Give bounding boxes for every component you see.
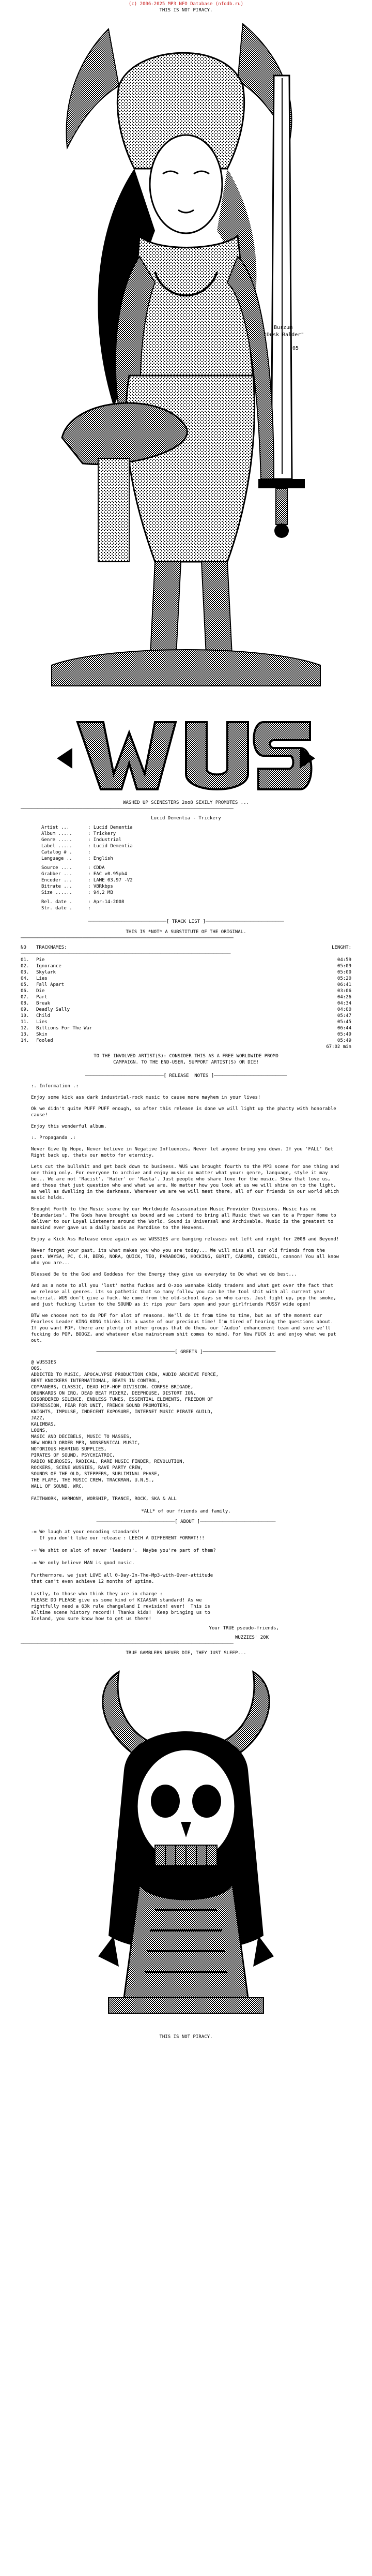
release-notes-header: ────────────────────────────[ RELEASE NOTES ]────────────────────────── (85, 1073, 287, 1079)
about-line: -= We shit on alot of never 'leaders'. Maybe you're part of them? (31, 1548, 216, 1553)
art-caption-name: Burzum (274, 325, 293, 331)
greets-line: JAZZ, (31, 1416, 45, 1421)
info-key: Catalog # . (41, 850, 72, 855)
release-info (41, 825, 351, 911)
track-row (21, 976, 351, 982)
propaganda-paragraph: And as a note to all you 'lost' moths fuckos and O-zoo wannabe kiddy traders and what get over the fact that we release all genres. its so pathetic that so many follow you can be the tool shit with all current year material. WUS don't give a fuck. We come from the old-school days so who cares. Just fight up, pop the smoke, and just fucking listen to the SOUND as it rips your Ears open and your girlfriends PUSSY wide open! (31, 1283, 339, 1307)
track-length: 04:34 (337, 1001, 351, 1006)
track-number: 02. (21, 964, 29, 969)
about-line: Lastly, to those who think they are in charge : (31, 1592, 163, 1597)
release-notes-title: RELEASE NOTES (169, 1073, 209, 1079)
art-caption-title: "Dusk Balder" (264, 332, 304, 338)
greets-line: ADDICTED TO MUSIC, APOCALYPSE PRODUCTION CREW, AUDIO ARCHIVE FORCE, (31, 1372, 219, 1377)
greets-line: PIRATES OF SOUND, PSYCHIATRIC, (31, 1453, 115, 1458)
track-number: 13. (21, 1032, 29, 1037)
track-number: 08. (21, 1001, 29, 1006)
page-header (0, 0, 372, 13)
info-key: Grabber ... (41, 872, 72, 877)
about-line: alltime scene history record!! Thanks kids! Keep bringing us to (31, 1610, 210, 1615)
about-signature: Your TRUE pseudo-friends, (209, 1626, 279, 1631)
intro-promo-line: WASHED UP SCENESTERS 2oo8 SEXILY PROMOTES ... (123, 800, 249, 805)
greets-line: OOS, (31, 1366, 42, 1371)
intro-release-line: Lucid Dementia - Trickery (151, 816, 221, 821)
about-line: Furthermore, we just LOVE all 0-Day-In-The-Mp3-with-Over-attitude (31, 1573, 213, 1578)
track-length: 03:06 (337, 989, 351, 994)
info-key: Album ..... (41, 831, 72, 836)
footer-motto: TRUE GAMBLERS NEVER DIE, THEY JUST SLEEP... (126, 1651, 246, 1656)
info-row (41, 856, 351, 862)
about-header: ────────────────────────────[ ABOUT ]─────────────────────────── (96, 1519, 276, 1524)
tracklist-title: TRACK LIST (172, 919, 200, 924)
greets-line: @ WUSSIES (31, 1360, 56, 1365)
support-line-2: CAMPAIGN. TO THE END-USER, SUPPORT ARTIST(S) OR DIE! (113, 1060, 259, 1065)
column-track: TRACKNAMES: (36, 945, 67, 950)
info-value: : (88, 906, 91, 911)
about-title: ABOUT (180, 1519, 195, 1524)
art-caption-year: '05 (289, 346, 299, 351)
info-paragraph: Enjoy this wonderful album. (31, 1124, 107, 1129)
track-length: 05:49 (337, 1032, 351, 1037)
track-length: 05:49 (337, 1038, 351, 1043)
tracklist: NO TRACKNAMES: LENGHT: ─────────────────────────────────────────────────────────────────────────── 01. Pie 04:59 02. Ignorance 05:09 03. Skylark 05:00 04. Lies 05:20 05. Fall Apart 06:41 06. Die 03:06 07. Part 04:26 08. Break 04:34 09. Deadly Sally 04:00 10. Child 05:47 11. Lies 05:45 12. Billions For The War 06:44 13. Skin 05:49 14. Fooled 05:49 67:02 min (21, 945, 351, 1050)
track-title: Part (36, 995, 48, 1000)
greets-line: KNIGHTS, IMPULSE, INDECENT EXPOSURE, INTERNET MUSIC PIRATE GUILD, (31, 1410, 213, 1415)
about-line: -= We laugh at your encoding standards! (31, 1530, 141, 1535)
info-row (41, 890, 351, 896)
greets-line: KALIMBAS, (31, 1422, 56, 1427)
info-row (41, 883, 351, 890)
track-length: 05:20 (337, 976, 351, 981)
track-title: Child (36, 1013, 51, 1019)
info-value: : VBRkbps (88, 884, 113, 889)
info-key: Str. date . (41, 906, 72, 911)
track-row (21, 1038, 351, 1044)
copyright-notice: (c) 2006-2025 MP3 NFO Database (nfodb.ru) (128, 2, 244, 7)
track-title: Break (36, 1001, 51, 1006)
track-length: 06:41 (337, 982, 351, 987)
track-length: 04:00 (337, 1007, 351, 1012)
track-row (21, 1031, 351, 1038)
greets-line: ROCKERS, SCENE WUSSIES, RAVE PARTY CREW, (31, 1465, 143, 1471)
greets-line (31, 1502, 341, 1508)
track-number: 01. (21, 957, 29, 963)
track-number: 11. (21, 1020, 29, 1025)
track-row (21, 1025, 351, 1031)
greets-line: NEW WORLD ORDER MP3, NONSENSICAL MUSIC, (31, 1441, 141, 1446)
track-title: Fooled (36, 1038, 53, 1043)
greets-list (31, 1359, 341, 1515)
info-value: : (88, 850, 91, 855)
track-title: Ignorance (36, 964, 61, 969)
info-value: : Trickery (88, 831, 116, 836)
info-heading: :. Information .: (31, 1084, 79, 1089)
about-line (31, 1566, 341, 1572)
info-key: Bitrate ... (41, 884, 72, 889)
track-number: 05. (21, 982, 29, 987)
track-title: Lies (36, 1020, 48, 1025)
info-row (41, 899, 351, 905)
about-line: that can't even achieve 12 months of uptime. (31, 1579, 154, 1584)
track-length: 05:09 (337, 964, 351, 969)
track-length: 04:26 (337, 995, 351, 1000)
greets-header: ────────────────────────────[ GREETS ]────────────────────────── (96, 1350, 276, 1355)
info-row (41, 865, 351, 871)
tracklist-notice: THIS IS *NOT* A SUBSTITUTE OF THE ORIGINAL. (126, 930, 246, 935)
propaganda-paragraph: Never Give Up Hope, Never believe in Negative Influences, Never let anyone bring you down. If you 'FALL' Get Right back up, thats our motto for eternity. (31, 1147, 336, 1158)
propaganda-paragraph: Never forget your past, its what makes you who you are today... We will miss all our old friends from the past. WAYSA, PC, C.H, BERG, NORA, QUICK, TEO, PARABOING, HOCKING, GURIT, CAROMB, CONSOIL, cannon! You all know who you are... (31, 1248, 342, 1266)
info-row (41, 849, 351, 856)
about-line: PLEASE DO PLEASE give us some kind of KIAASAR standard! As we (31, 1598, 202, 1603)
tracklist-columns (21, 945, 351, 951)
track-length: 05:47 (337, 1013, 351, 1019)
track-title: Fall Apart (36, 982, 65, 987)
about-line: -= We only believe MAN is good music. (31, 1561, 135, 1566)
info-key: Rel. date . (41, 900, 72, 905)
track-row (21, 982, 351, 988)
track-number: 14. (21, 1038, 29, 1043)
info-row (41, 871, 351, 877)
info-value: : Apr-14-2008 (88, 900, 125, 905)
track-title: Die (36, 989, 45, 994)
info-paragraph: Ok we didn't quite PUFF PUFF enough, so after this release is done we will light up the phatty with honorable cause! (31, 1106, 339, 1118)
info-paragraph: Enjoy some kick ass dark industrial-rock music to cause more mayhem in your lives! (31, 1095, 261, 1100)
propaganda-paragraph: Blessed Be to the God and Goddess for the Energy they give us everyday to Do what we do best... (31, 1272, 297, 1277)
warrior-illustration (31, 13, 341, 712)
footer-not-piracy: THIS IS NOT PIRACY. (159, 2034, 213, 2040)
greets-line: NOTORIOUS HEARING SUPPLIES, (31, 1447, 107, 1452)
info-key: Size ...... (41, 890, 72, 895)
propaganda-paragraph: Enjoy a Kick Ass Release once again as we WUSSIES are banging releases out left and right for 2008 and Beyond! (31, 1237, 339, 1242)
info-key: Language .. (41, 856, 72, 861)
greets-line: SOUNDS OF THE OLD, STEPPERS, SUBLIMINAL PHASE, (31, 1472, 160, 1477)
skull-illustration (78, 1667, 295, 2029)
propaganda-paragraph: BTW we choose not to do PDF for alot of reasons. We'll do it from time to time, but as of the moment our Fearless Leader KING KONG thinks its a waste of our precious time! I'm tired of hearing the questions about. If you want PDF, there are plenty of other groups that do them, our 'Audio' enhancement team and sure we'll fucking do POP, BOOGZ, and whatever else mainstream shit comes to mind. For Now FUCK it and enjoy what we put out. (31, 1313, 339, 1343)
column-no: NO (21, 945, 26, 950)
greets-line: BEST KNOCKERS INTERNATIONAL, BEATS IN CONTROL, (31, 1379, 160, 1384)
track-number: 04. (21, 976, 29, 981)
about-section (31, 1529, 341, 1641)
track-length: 06:44 (337, 1026, 351, 1031)
about-line: If you don't like our release : LEECH A DIFFERENT FORMAT!!! (31, 1536, 205, 1541)
info-value: : Industrial (88, 837, 122, 843)
track-length: 05:00 (337, 970, 351, 975)
info-value: : LAME 03.97 -V2 (88, 878, 133, 883)
info-row (41, 843, 351, 849)
track-row (21, 988, 351, 994)
tracklist-total-row (21, 1044, 351, 1050)
track-title: Billions For The War (36, 1026, 92, 1031)
propaganda-paragraph: Lets cut the bullshit and get back down to business. WUS was brought fourth to the MP3 scene for one thing and one thing only. For everyone to archive and enjoy music no matter what your: genre, language, style it may be... We are not 'Racist', 'Hater' or 'Rasta'. Just people who share love for the music. Show that love us, and those that just question who and what we are. No matter how you look at us we will shine on to the light, as well as dwelling in the darkness. Wherever we are we will meet there, all of our friends in our world which music holds. (31, 1164, 342, 1201)
info-value: : Lucid Dementia (88, 825, 133, 830)
wus-logo (41, 712, 331, 800)
greets-line: THE FLAME, THE MUSIC CREW, TRACKMAN, U.N.S., (31, 1478, 154, 1483)
tracklist-total: 67:02 min (326, 1044, 351, 1050)
track-row (21, 1007, 351, 1013)
info-value: : 94,2 MB (88, 890, 113, 895)
support-line-1: TO THE INVOLVED ARTIST(S): CONSIDER THIS AS A FREE WORLDWIDE PROMO (94, 1054, 278, 1059)
track-length: 05:45 (337, 1020, 351, 1025)
info-row (41, 905, 351, 911)
greets-line: *ALL* of our friends and family. (141, 1509, 231, 1514)
track-row (21, 1019, 351, 1025)
release-notes (31, 1083, 341, 1344)
track-title: Skylark (36, 970, 56, 975)
info-value: : CDDA (88, 865, 105, 871)
track-number: 07. (21, 995, 29, 1000)
info-key: Artist ... (41, 825, 70, 830)
info-row (41, 837, 351, 843)
about-line (31, 1541, 341, 1548)
greets-line: MAGIC AND DECIBELS, MUSIC TO MASSES, (31, 1434, 132, 1440)
about-line: rightfully need a 63k rule changeland I revision! ever! This is (31, 1604, 210, 1609)
greets-line: DISORDERED SILENCE, ENDLESS TUNES, ESSENTIAL ELEMENTS, FREEDOM OF (31, 1397, 213, 1402)
track-number: 09. (21, 1007, 29, 1012)
greets-line: DRUNKARDS ON IRQ, DEAD BEAT MIXERZ, DEEPHOUSE, DISTORT ION, (31, 1391, 196, 1396)
track-row (21, 994, 351, 1000)
info-value: : English (88, 856, 113, 861)
about-line (31, 1585, 341, 1591)
nfo-page: (c) 2006-2025 MP3 NFO Database (nfodb.ru) THIS IS NOT PIRACY. Burzum "Dusk Balder" '05 WASHED UP SCENESTERS 2oo8 SEXILY PROMOTES ... ──────────────────────────────────────────────────────────────────────────── Lucid Dementia - Trickery Artist ... : Lucid Dementia Album ..... : Trickery Genre ..... : Industrial Label ..... : Lucid Dementia Catalog # . : Language .. : English Source .... : CDDA Grabber ... : EAC v0.95pb4 Encoder ... : LAME 03.97 -V2 Bitrate ... : VBRkbps Size ...... : 94,2 MB Rel. date . : Apr-14-2008 Str. date . : ────────────────────────────[ TRACK LIST ]──────────────────────────── THIS IS *NOT* A SUBSTITUTE OF THE ORIGINAL. ──────────────────────────────────────────────────────────────────────────── NO TRACKNAMES: LENGHT: ─────────────────────────────────────────────────────────────────────────── 01. Pie 04:59 02. Ignorance 05:09 03. Skylark 05:00 04. Lies 05:20 05. Fall Apart 06:41 06. Die 03:06 07. Part 04:26 08. Break 04:34 09. Deadly Sally 04:00 10. Child 05:47 11. Lies 05:45 12. Billions For The War 06:44 13. Skin 05:49 14. Fooled 05:49 67:02 min TO THE INVOLVED ARTIST(S): CONSIDER THIS AS A FREE WORLDWIDE PROMO CAMPAIGN. TO THE END-USER, SUPPORT ARTIST(S) OR DIE! ────────────────────────────[ RELEASE NOTES ]────────────────────────── :. Information .: Enjoy some kick ass dark industrial-rock music to cause more mayhem in your lives! Ok we didn't quite PUFF PUFF enough, so after this release is done we will light up the phatty with honorable cause! Enjoy this wonderful album. :. Propaganda .: Never Give Up Hope, Never believe in Negative Influences, Never let anyone bring you down. If you 'FALL' Get Right back up, thats our motto for eternity. Lets cut the bullshit and get back down to business. WUS was brought fourth to the MP3 scene for one thing and one thing only. For everyone to archive and enjoy music no matter what your: genre, language, style it may be... We are not 'Racist', 'Hater' or 'Rasta'. Just people who share love for the music. Show that love us, and those that just question who and what we are. No matter how you look at us we will shine on to the light, as well as dwelling in the darkness. Wherever we are we will meet there, all of our friends in our world which music holds. Brought Forth to the Music scene by our Worldwide Assassination Music Provider Divisions. Music has no 'Boundaries'. The Gods have brought us bound and we intend to bring all Music that we can to a Proper Home to deliver to our Loyal Listeners around the World. Sound is Universal and Archivable. Music is the greatest to mankind ever gave us a daily basis as Parodise to the Heavens. Enjoy a Kick Ass Release once again as we WUSSIES are banging releases out left and right for 2008 and Beyond! Never forget your past, its what makes you who you are today... We will miss all our old friends from the past. WAYSA, PC, C.H, BERG, NORA, QUICK, TEO, PARABOING, HOCKING, GURIT, CAROMB, CONSOIL, cannon! You all know who you are... Blessed Be to the God and Goddess for the Energy they give us everyday to Do what we do best... And as a note to all you 'lost' moths fuckos and O-zoo wannabe kiddy traders and what get over the fact that we release all genres. its so pathetic that so many follow you can be the tool shit with all current year material. WUS don't give a fuck. We come from the old-school days so who cares. Just fight up, pop the smoke, and just fucking listen to the SOUND as it rips your Ears open and your girlfriends PUSSY wide open! BTW we choose not to do PDF for alot of reasons. We'll do it from time to time, but as of the moment our Fearless Leader KING KONG thinks its a waste of our precious time! I'm tired of hearing the questions about. If you want PDF, there are plenty of other groups that do them, our 'Audio' enhancement team and sure we'll fucking do POP, BOOGZ, and whatever else mainstream shit comes to mind. For Now FUCK it and enjoy what we put out. ────────────────────────────[ GREETS ]────────────────────────── @ WUSSIES OOS, ADDICTED TO MUSIC, APOCALYPSE PRODUCTION CREW, AUDIO ARCHIVE FORCE, BEST KNOCKERS INTERNATIONAL, BEATS IN CONTROL, COMPANERS, CLASSIC, DEAD HIP-HOP DIVISION, CORPSE BRIGADE, DRUNKARDS ON IRQ, DEAD BEAT MIXERZ, DEEPHOUSE, DISTORT ION, DISORDERED SILENCE, ENDLESS TUNES, ESSENTIAL ELEMENTS, FREEDOM OF EXPRESSION, FEAR FOR UNIT, FRENCH SOUND PROMOTERS, KNIGHTS, IMPULSE, INDECENT EXPOSURE, INTERNET MUSIC PIRATE GUILD, JAZZ, KALIMBAS, LOONS, MAGIC AND DECIBELS, MUSIC TO MASSES, NEW WORLD ORDER MP3, NONSENSICAL MUSIC, NOTORIOUS HEARING SUPPLIES, PIRATES OF SOUND, PSYCHIATRIC, RADIO NEUROSIS, RADICAL, RARE MUSIC FINDER, REVOLUTION, ROCKERS, SCENE WUSSIES, RAVE PARTY CREW, SOUNDS OF THE OLD, STEPPERS, SUBLIMINAL PHASE, THE FLAME, THE MUSIC CREW, TRACKMAN, U.N.S., WALL OF SOUND, WRC, FAITHWORK, HARMONY, WORSHIP, TRANCE, ROCK, SKA & ALL *ALL* of our friends and family. ────────────────────────────[ ABOUT ]─────────────────────────── -= We laugh at your encoding standards! If you don't like our release : LEECH A DIFFERENT FORMAT!!! -= We shit on alot of never 'leaders'. Maybe you're part of them? -= We only believe MAN is good music. Furthermore, we just LOVE all 0-Day-In-The-Mp3-with-Over-attitude that can't even achieve 12 months of uptime. Lastly, to those who think they are in charge : PLEASE DO PLEASE give us some kind of KIAASAR standard! As we rightfully need a 63k rule changeland I revision! ever! This is alltime scene history record!! Thanks kids! Keep bringing us to Iceland, you sure know how to get us there! Your TRUE pseudo-friends, WUZZIES' 20K ──────────────────────────────────────────────────────────────────────────── TRUE GAMBLERS NEVER DIE, THEY JUST SLEEP... THIS IS NOT PIRACY. (0, 0, 372, 2576)
info-key: Label ..... (41, 844, 72, 849)
track-title: Skin (36, 1032, 48, 1037)
track-number: 10. (21, 1013, 29, 1019)
not-piracy-notice: THIS IS NOT PIRACY. (159, 8, 213, 13)
track-row (21, 969, 351, 976)
propaganda-heading: :. Propaganda .: (31, 1135, 76, 1141)
column-length: LENGHT: (332, 945, 351, 950)
info-key: Encoder ... (41, 878, 72, 883)
track-number: 12. (21, 1026, 29, 1031)
track-row (21, 1013, 351, 1019)
about-signature-group: WUZZIES' 20K (235, 1635, 269, 1640)
track-length: 04:59 (337, 957, 351, 963)
greets-line: LOONS, (31, 1428, 48, 1433)
about-line (31, 1554, 341, 1560)
track-number: 06. (21, 989, 29, 994)
track-number: 03. (21, 970, 29, 975)
info-value: : Lucid Dementia (88, 844, 133, 849)
info-row (41, 831, 351, 837)
greets-line: EXPRESSION, FEAR FOR UNIT, FRENCH SOUND PROMOTERS, (31, 1403, 171, 1409)
greets-line: RADIO NEUROSIS, RADICAL, RARE MUSIC FINDER, REVOLUTION, (31, 1459, 185, 1464)
greets-line (31, 1490, 341, 1496)
greets-title: GREETS (180, 1350, 197, 1355)
propaganda-paragraph: Brought Forth to the Music scene by our Worldwide Assassination Music Provider Divisions. Music has no 'Boundaries'. The Gods have brought us bound and we intend to bring all Music that we can to a Proper Home to deliver to our Loyal Listeners around the World. Sound is Universal and Archivable. Music is the greatest to mankind ever gave us a daily basis as Parodise to the Heavens. (31, 1207, 339, 1231)
track-row (21, 1000, 351, 1007)
track-title: Deadly Sally (36, 1007, 70, 1012)
info-key: Source .... (41, 865, 72, 871)
greets-line: COMPANERS, CLASSIC, DEAD HIP-HOP DIVISION, CORPSE BRIGADE, (31, 1385, 194, 1390)
greets-line: WALL OF SOUND, WRC, (31, 1484, 84, 1489)
info-row (41, 825, 351, 831)
info-key: Genre ..... (41, 837, 72, 843)
info-row (41, 877, 351, 883)
track-title: Pie (36, 957, 45, 963)
tracklist-header: ────────────────────────────[ TRACK LIST ]──────────────────────────── (88, 919, 284, 924)
track-row (21, 957, 351, 963)
info-value: : EAC v0.95pb4 (88, 872, 127, 877)
track-title: Lies (36, 976, 48, 981)
track-row (21, 963, 351, 969)
greets-line: FAITHWORK, HARMONY, WORSHIP, TRANCE, ROCK, SKA & ALL (31, 1496, 177, 1502)
about-line: Iceland, you sure know how to get us there! (31, 1616, 151, 1622)
